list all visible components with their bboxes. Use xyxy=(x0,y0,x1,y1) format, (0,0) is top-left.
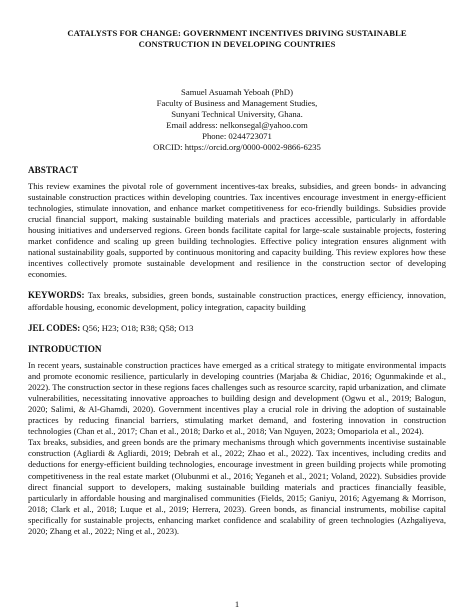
paper-title xyxy=(28,28,446,50)
author-block xyxy=(28,87,446,154)
keywords-text: Tax breaks, subsidies, green bonds, sustainable construction practices, energy efficiency, innovation, affordable housing, economic development, policy integration, capacity building xyxy=(28,290,446,312)
title-line-1: CATALYSTS FOR CHANGE: GOVERNMENT INCENTIVES DRIVING SUSTAINABLE xyxy=(67,28,407,38)
abstract-text: This review examines the pivotal role of government incentives-tax breaks, subsidies, and green bonds- in advancing sustainable construction practices within developing countries. Tax incentives encourage investment in energy-efficient technologies, stimulate innovation, and enhance market competitiveness for eco-friendly buildings. Subsidies provide crucial financial support, making sustainable building materials and practices accessible, particularly in affordable housing initiatives and underserved regions. Green bonds facilitate capital for large-scale sustainable projects, fostering market confidence and scaling up green building technologies. Effective policy integration ensures alignment with national sustainability goals, supported by continuous monitoring and capacity building. This review explores how these incentives collectively promote sustainable development and resilience in the construction sector of developing economies. xyxy=(28,180,446,280)
keywords-label: KEYWORDS: xyxy=(28,290,85,301)
page-number: 1 xyxy=(234,599,240,609)
author-name: Samuel Asuamah Yeboah (PhD) xyxy=(181,87,293,97)
introduction-paragraph-2: Tax breaks, subsidies, and green bonds are the primary mechanisms through which governments incentivise sustainable construction (Agliardi & Agliardi, 2019; Debrah et al., 2022; Zhao et al., 2022). Tax incentives, including credits and deductions for energy-efficient building technologies, encourage investment in green building projects while promoting competitiveness in the real estate market (Olubunmi et al., 2016; Yeganeh et al., 2021; Voland, 2022). Subsidies provide direct financial support to developers, making sustainable building materials and practices financially feasible, particularly in affordable housing and marginalised communities (Fields, 2015; Ganiyu, 2016; Agyemang & Morrison, 2018; Clark et al., 2018; Luque et al., 2019; Herrera, 2023). Green bonds, as financial instruments, mobilise capital specifically for sustainable projects, enhancing market confidence and scalability of green technologies (Azhgaliyeva, 2020; Zhang et al., 2022; Ning et al., 2023). xyxy=(28,437,446,536)
author-phone: Phone: 0244723071 xyxy=(202,131,272,142)
introduction-heading: INTRODUCTION xyxy=(28,343,102,354)
title-line-2: CONSTRUCTION IN DEVELOPING COUNTRIES xyxy=(138,39,336,49)
introduction-section xyxy=(28,344,446,538)
abstract-section xyxy=(28,165,446,281)
jel-text: Q56; H23; O18; R38; Q58; O13 xyxy=(80,322,194,333)
author-orcid[interactable]: ORCID: https://orcid.org/0000-0002-9866-6235 xyxy=(153,142,321,153)
jel-codes xyxy=(28,323,446,334)
jel-label: JEL CODES: xyxy=(28,322,81,333)
introduction-paragraph-1: In recent years, sustainable construction practices have emerged as a critical strategy to mitigate environmental impacts and promote economic resilience, particularly in developing countries (Marjaba & Chidiac, 2016; Ogunmakinde et al., 2022). The construction sector in these regions faces challenges such as resource scarcity, rapid urbanization, and climate vulnerabilities, necessitating innovative approaches to building design and development (Ogwu et al., 2019; Balogun, 2020; Salimi, & Al-Ghamdi, 2020). Government incentives play a crucial role in driving the adoption of sustainable practices by reducing financial barriers, stimulating market demand, and fostering innovation in construction technologies (Chan et al., 2017; Chan et al., 2018; Darko et al., 2018; Van Nguyen, 2023; Omopariola et al., 2024). xyxy=(28,359,446,437)
keywords xyxy=(28,290,446,312)
author-faculty: Faculty of Business and Management Studies, xyxy=(156,98,318,109)
author-email[interactable]: Email address: nelkonsegal@yahoo.com xyxy=(166,120,308,131)
author-university: Sunyani Technical University, Ghana. xyxy=(171,109,303,120)
abstract-heading: ABSTRACT xyxy=(28,164,79,175)
